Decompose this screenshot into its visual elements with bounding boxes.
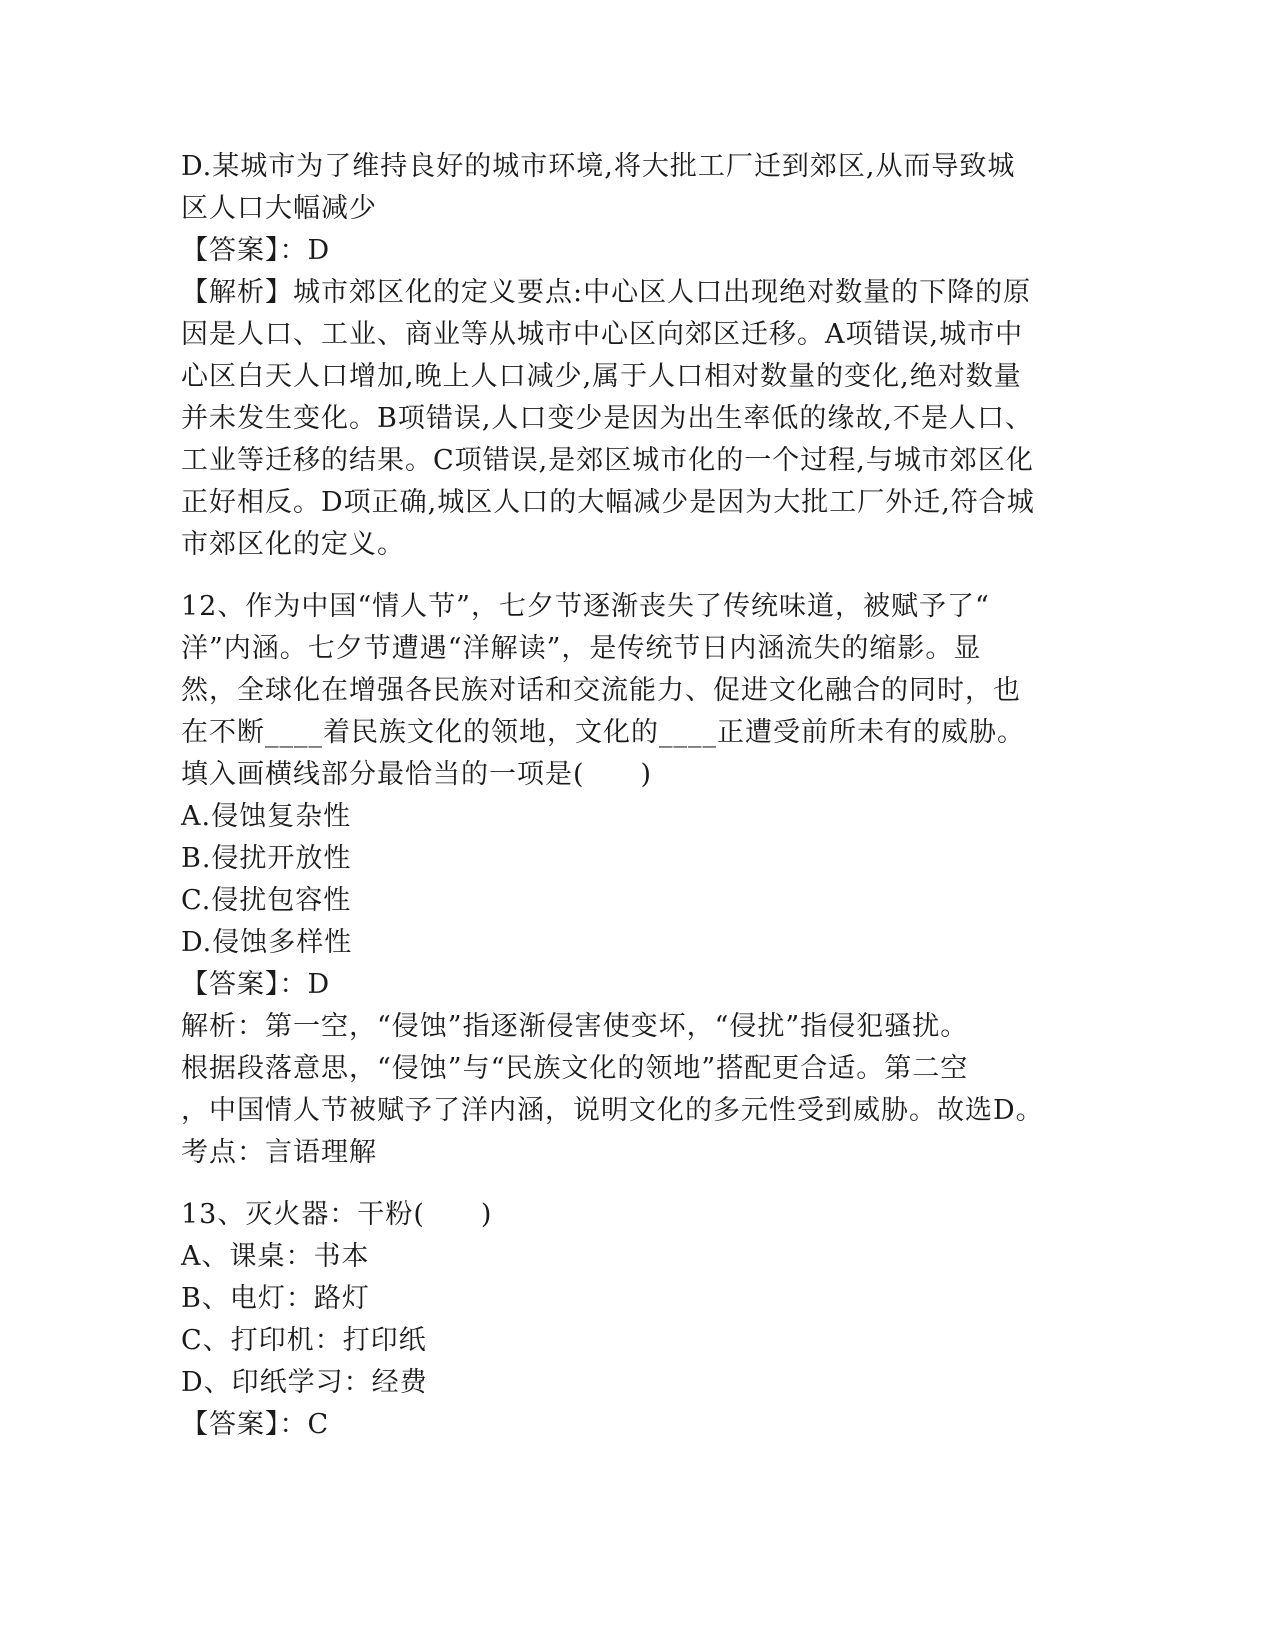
analysis-line: 心区白天人口增加,晚上人口减少,属于人口相对数量的变化,绝对数量 <box>181 361 1022 392</box>
analysis-line: 因是人口、工业、商业等从城市中心区向郊区迁移。A项错误,城市中 <box>181 319 1024 350</box>
answer-line: 【答案】：D <box>181 235 331 266</box>
option-b: B.侵扰开放性 <box>181 843 352 874</box>
question-stem-line: 洋”内涵。七夕节遭遇“洋解读”，是传统节日内涵流失的缩影。显 <box>181 633 982 664</box>
option-c: C.侵扰包容性 <box>181 885 352 916</box>
analysis-line: 解析：第一空，“侵蚀”指逐渐侵害使变坏，“侵扰”指侵犯骚扰。 <box>181 1011 969 1042</box>
analysis-line: 并未发生变化。B项错误,人口变少是因为出生率低的缘故,不是人口、 <box>181 403 1034 434</box>
question-11-tail <box>181 146 1061 566</box>
topic-line: 考点：言语理解 <box>181 1137 377 1168</box>
document-page <box>181 146 1061 1446</box>
question-stem-line: 在不断____着民族文化的领地，文化的____正遭受前所未有的威胁。 <box>181 717 1025 748</box>
answer-line: 【答案】：C <box>181 1409 330 1440</box>
option-d: D.侵蚀多样性 <box>181 927 353 958</box>
question-stem-line: 填入画横线部分最恰当的一项是( ) <box>181 759 653 790</box>
question-stem-line: 12、作为中国“情人节”，七夕节逐渐丧失了传统味道，被赋予了“ <box>181 591 990 622</box>
analysis-line: 市郊区化的定义。 <box>181 529 405 560</box>
question-12 <box>181 586 1061 1174</box>
option-d-line-1: D.某城市为了维持良好的城市环境,将大批工厂迁到郊区,从而导致城 <box>181 151 1016 182</box>
option-a: A、课桌：书本 <box>181 1241 370 1272</box>
analysis-line: 工业等迁移的结果。C项错误,是郊区城市化的一个过程,与城市郊区化 <box>181 445 1034 476</box>
analysis-line: ，中国情人节被赋予了洋内涵，说明文化的多元性受到威胁。故选D。 <box>181 1095 1044 1126</box>
option-d-line-2: 区人口大幅减少 <box>181 193 377 224</box>
option-c: C、打印机：打印纸 <box>181 1325 427 1356</box>
analysis-line: 【解析】城市郊区化的定义要点:中心区人口出现绝对数量的下降的原 <box>181 277 1032 308</box>
option-d: D、印纸学习：经费 <box>181 1367 428 1398</box>
question-13 <box>181 1194 1061 1446</box>
analysis-line: 根据段落意思，“侵蚀”与“民族文化的领地”搭配更合适。第二空 <box>181 1053 969 1084</box>
answer-line: 【答案】：D <box>181 969 331 1000</box>
section-gap <box>181 566 1061 586</box>
option-a: A.侵蚀复杂性 <box>181 801 352 832</box>
option-b: B、电灯：路灯 <box>181 1283 370 1314</box>
question-stem-line: 13、灭火器：干粉( ) <box>181 1199 493 1230</box>
section-gap <box>181 1174 1061 1194</box>
analysis-line: 正好相反。D项正确,城区人口的大幅减少是因为大批工厂外迁,符合城 <box>181 487 1035 518</box>
question-stem-line: 然，全球化在增强各民族对话和交流能力、促进文化融合的同时，也 <box>181 675 1021 706</box>
